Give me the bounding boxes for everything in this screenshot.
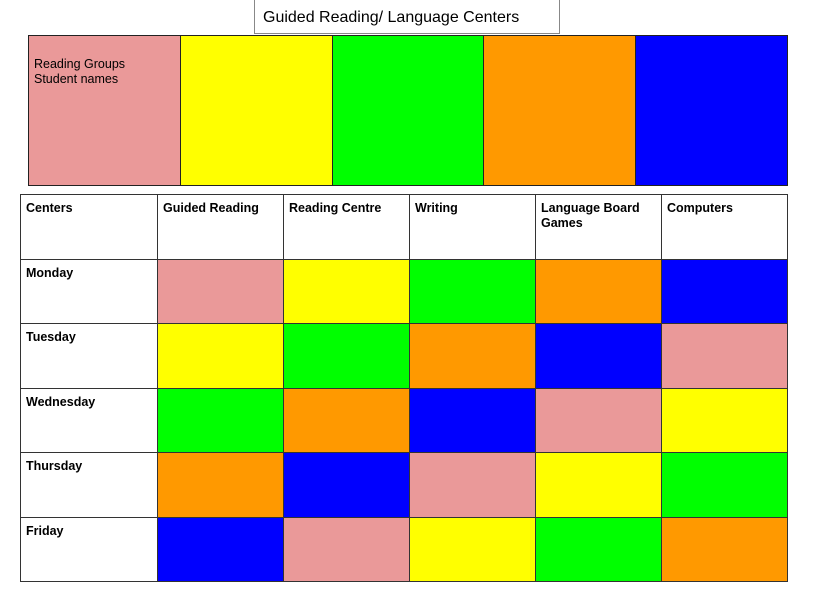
day-label: Thursday [21, 453, 158, 518]
schedule-cell[interactable] [410, 324, 536, 389]
table-row [21, 453, 788, 518]
schedule-cell[interactable] [410, 517, 536, 582]
column-header: Computers [662, 195, 788, 260]
centers-schedule-table [20, 194, 788, 582]
day-label: Tuesday [21, 324, 158, 389]
column-header: Language Board Games [536, 195, 662, 260]
title-box [254, 0, 560, 34]
table-row [21, 388, 788, 453]
table-row [21, 324, 788, 389]
table-row [21, 517, 788, 582]
column-header: Guided Reading [158, 195, 284, 260]
schedule-cell[interactable] [410, 388, 536, 453]
page-title: Guided Reading/ Language Centers [263, 9, 520, 26]
schedule-cell[interactable] [284, 324, 410, 389]
column-header: Reading Centre [284, 195, 410, 260]
schedule-cell[interactable] [662, 324, 788, 389]
day-label: Wednesday [21, 388, 158, 453]
column-header: Writing [410, 195, 536, 260]
schedule-cell[interactable] [158, 453, 284, 518]
schedule-cell[interactable] [284, 388, 410, 453]
schedule-cell[interactable] [662, 453, 788, 518]
schedule-cell[interactable] [536, 388, 662, 453]
group-cell-orange[interactable] [483, 36, 635, 185]
schedule-cell[interactable] [536, 453, 662, 518]
schedule-cell[interactable] [536, 324, 662, 389]
reading-groups-label-line1: Reading Groups [34, 57, 126, 71]
day-label: Monday [21, 259, 158, 324]
schedule-cell[interactable] [662, 517, 788, 582]
schedule-cell[interactable] [158, 517, 284, 582]
table-row [21, 259, 788, 324]
schedule-cell[interactable] [284, 517, 410, 582]
schedule-cell[interactable] [536, 259, 662, 324]
corner-header: Centers [21, 195, 158, 260]
header-row [21, 195, 788, 260]
schedule-cell[interactable] [410, 259, 536, 324]
schedule-cell[interactable] [536, 517, 662, 582]
reading-groups-label-line2: Student names [34, 72, 119, 86]
schedule-cell[interactable] [410, 453, 536, 518]
day-label: Friday [21, 517, 158, 582]
schedule-cell[interactable] [284, 259, 410, 324]
reading-groups-row [28, 35, 788, 186]
reading-groups-label [34, 57, 125, 87]
group-cell-pink[interactable] [29, 36, 180, 185]
schedule-cell[interactable] [158, 388, 284, 453]
group-cell-blue[interactable] [635, 36, 787, 185]
schedule-cell[interactable] [158, 259, 284, 324]
schedule-cell[interactable] [158, 324, 284, 389]
schedule-cell[interactable] [284, 453, 410, 518]
schedule-cell[interactable] [662, 388, 788, 453]
group-cell-yellow[interactable] [180, 36, 332, 185]
group-cell-green[interactable] [332, 36, 484, 185]
schedule-cell[interactable] [662, 259, 788, 324]
